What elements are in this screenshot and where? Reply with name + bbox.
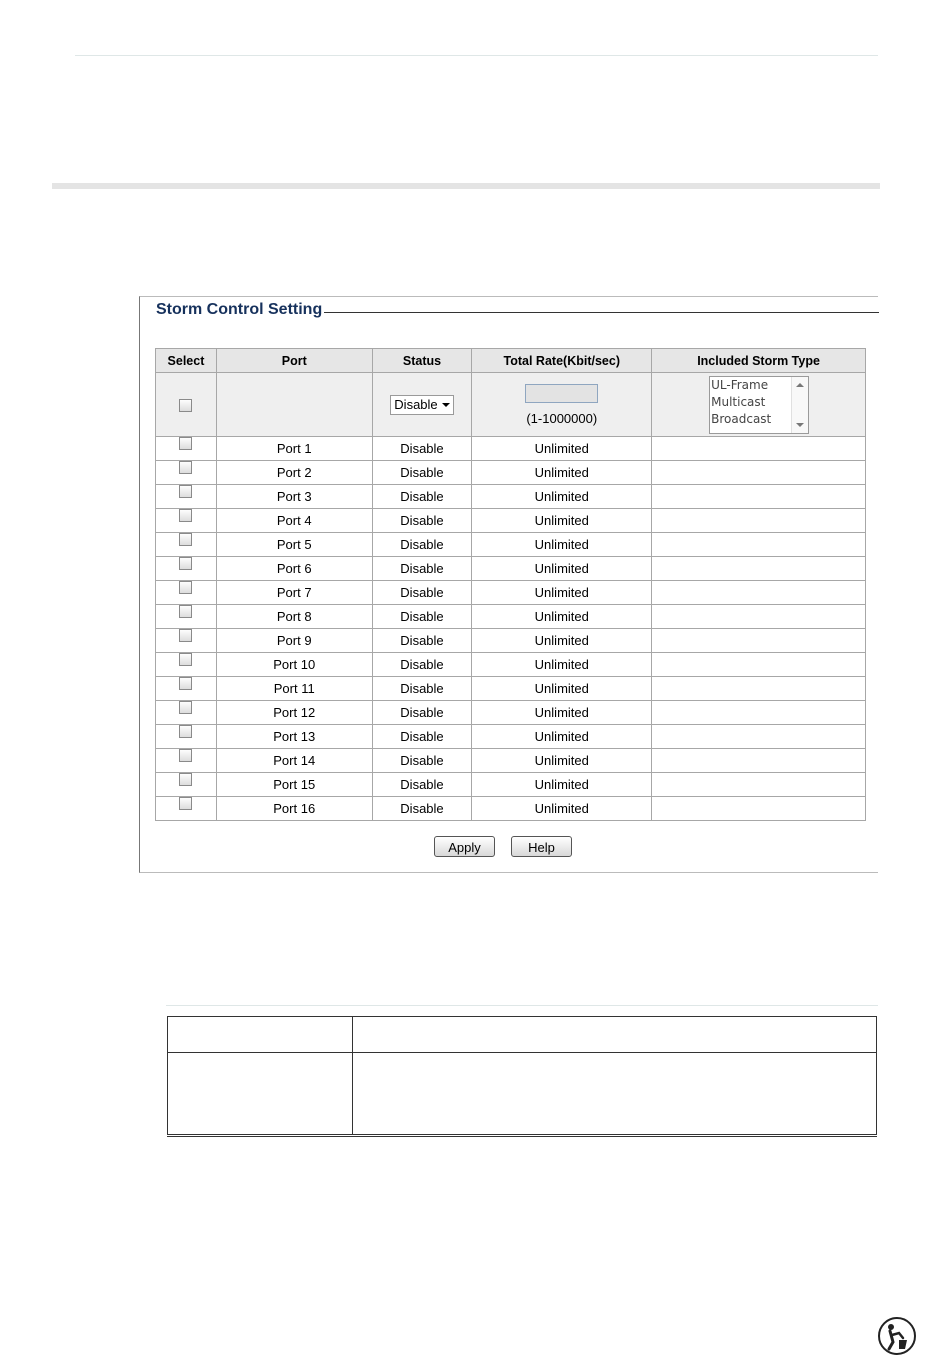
status-cell: Disable — [372, 773, 472, 797]
table-row — [156, 557, 866, 581]
header-port: Port — [216, 349, 372, 373]
table-row — [156, 749, 866, 773]
status-cell: Disable — [372, 581, 472, 605]
rate-cell: Unlimited — [472, 629, 652, 653]
table-row — [156, 533, 866, 557]
select-cell — [156, 461, 217, 485]
rate-cell: Unlimited — [472, 725, 652, 749]
storm-type-cell — [652, 653, 866, 677]
select-cell — [156, 485, 217, 509]
table-row — [156, 461, 866, 485]
select-cell — [156, 437, 217, 461]
port-cell: Port 15 — [216, 773, 372, 797]
port-checkbox[interactable] — [179, 581, 192, 594]
listbox-scrollbar[interactable] — [791, 377, 808, 433]
status-cell: Disable — [372, 485, 472, 509]
header-status: Status — [372, 349, 472, 373]
port-checkbox[interactable] — [179, 797, 192, 810]
rate-cell: Unlimited — [472, 749, 652, 773]
table-row — [156, 629, 866, 653]
status-cell: Disable — [372, 557, 472, 581]
status-select-value: Disable — [394, 396, 438, 412]
table-row — [168, 1053, 877, 1136]
rate-cell: Unlimited — [472, 581, 652, 605]
storm-type-cell — [652, 485, 866, 509]
port-checkbox[interactable] — [179, 437, 192, 450]
table-row — [156, 701, 866, 725]
select-cell — [156, 701, 217, 725]
storm-type-cell — [652, 461, 866, 485]
rate-cell: Unlimited — [472, 605, 652, 629]
rate-cell: Unlimited — [472, 677, 652, 701]
status-cell: Disable — [372, 461, 472, 485]
port-checkbox[interactable] — [179, 653, 192, 666]
edit-storm-cell — [652, 373, 866, 437]
status-cell: Disable — [372, 797, 472, 821]
scroll-down-icon[interactable] — [796, 423, 804, 427]
top-divider — [75, 55, 878, 56]
lower-divider — [166, 1005, 878, 1006]
table-header-row — [156, 349, 866, 373]
storm-type-cell — [652, 629, 866, 653]
table-row — [156, 605, 866, 629]
storm-control-panel — [139, 296, 878, 873]
status-cell: Disable — [372, 725, 472, 749]
table-row — [156, 509, 866, 533]
apply-button[interactable]: Apply — [434, 836, 495, 857]
select-cell — [156, 677, 217, 701]
chevron-down-icon — [442, 403, 450, 407]
port-cell: Port 12 — [216, 701, 372, 725]
table-cell — [168, 1017, 353, 1053]
description-table — [167, 1016, 877, 1137]
rate-cell: Unlimited — [472, 653, 652, 677]
port-cell: Port 13 — [216, 725, 372, 749]
port-cell: Port 6 — [216, 557, 372, 581]
rate-cell: Unlimited — [472, 773, 652, 797]
table-cell — [352, 1017, 876, 1053]
rate-cell: Unlimited — [472, 437, 652, 461]
storm-type-cell — [652, 677, 866, 701]
port-checkbox[interactable] — [179, 461, 192, 474]
port-checkbox[interactable] — [179, 533, 192, 546]
scroll-up-icon[interactable] — [796, 383, 804, 387]
storm-option-ul-frame[interactable]: UL-Frame — [711, 377, 769, 392]
storm-type-cell — [652, 557, 866, 581]
storm-type-cell — [652, 749, 866, 773]
table-row — [156, 797, 866, 821]
port-cell: Port 1 — [216, 437, 372, 461]
storm-type-cell — [652, 797, 866, 821]
table-row — [156, 725, 866, 749]
status-cell: Disable — [372, 605, 472, 629]
storm-type-listbox[interactable] — [709, 376, 809, 434]
status-cell: Disable — [372, 533, 472, 557]
storm-type-cell — [652, 533, 866, 557]
port-cell: Port 8 — [216, 605, 372, 629]
port-checkbox[interactable] — [179, 557, 192, 570]
storm-type-cell — [652, 701, 866, 725]
status-select[interactable] — [390, 395, 453, 415]
rate-cell: Unlimited — [472, 485, 652, 509]
port-checkbox[interactable] — [179, 677, 192, 690]
select-cell — [156, 533, 217, 557]
edit-status-cell — [372, 373, 472, 437]
header-rate: Total Rate(Kbit/sec) — [472, 349, 652, 373]
storm-type-cell — [652, 773, 866, 797]
table-row — [156, 581, 866, 605]
port-checkbox[interactable] — [179, 725, 192, 738]
storm-type-cell — [652, 509, 866, 533]
status-cell: Disable — [372, 749, 472, 773]
select-cell — [156, 773, 217, 797]
port-cell: Port 11 — [216, 677, 372, 701]
storm-type-cell — [652, 725, 866, 749]
select-cell — [156, 629, 217, 653]
select-cell — [156, 653, 217, 677]
rate-cell: Unlimited — [472, 701, 652, 725]
port-cell: Port 2 — [216, 461, 372, 485]
rate-cell: Unlimited — [472, 557, 652, 581]
port-cell: Port 3 — [216, 485, 372, 509]
select-cell — [156, 509, 217, 533]
port-cell: Port 14 — [216, 749, 372, 773]
status-cell: Disable — [372, 677, 472, 701]
table-row — [156, 677, 866, 701]
storm-control-table — [155, 348, 866, 821]
status-cell: Disable — [372, 701, 472, 725]
edit-rate-cell — [472, 373, 652, 437]
storm-type-cell — [652, 437, 866, 461]
select-cell — [156, 557, 217, 581]
rate-cell: Unlimited — [472, 461, 652, 485]
select-all-checkbox[interactable] — [179, 399, 192, 412]
header-select: Select — [156, 349, 217, 373]
select-cell — [156, 797, 217, 821]
select-cell — [156, 749, 217, 773]
select-cell — [156, 605, 217, 629]
help-button[interactable]: Help — [511, 836, 572, 857]
status-cell: Disable — [372, 629, 472, 653]
select-all-cell — [156, 373, 217, 437]
table-row — [156, 485, 866, 509]
section-divider — [52, 183, 880, 189]
rate-input[interactable] — [525, 384, 598, 403]
status-cell: Disable — [372, 653, 472, 677]
header-storm-type: Included Storm Type — [652, 349, 866, 373]
table-row — [156, 653, 866, 677]
table-cell — [168, 1053, 353, 1136]
table-cell — [352, 1053, 876, 1136]
storm-option-broadcast[interactable]: Broadcast — [711, 411, 772, 426]
storm-type-cell — [652, 581, 866, 605]
rate-range-hint: (1-1000000) — [526, 410, 598, 426]
rate-cell: Unlimited — [472, 797, 652, 821]
port-checkbox[interactable] — [179, 773, 192, 786]
storm-type-cell — [652, 605, 866, 629]
panel-title: Storm Control Setting — [156, 301, 323, 318]
port-cell: Port 7 — [216, 581, 372, 605]
port-checkbox[interactable] — [179, 509, 192, 522]
port-checkbox[interactable] — [179, 485, 192, 498]
edit-port-cell — [216, 373, 372, 437]
port-cell: Port 16 — [216, 797, 372, 821]
port-checkbox[interactable] — [179, 629, 192, 642]
select-cell — [156, 725, 217, 749]
port-checkbox[interactable] — [179, 605, 192, 618]
port-cell: Port 4 — [216, 509, 372, 533]
table-row — [156, 437, 866, 461]
rate-cell: Unlimited — [472, 509, 652, 533]
port-checkbox[interactable] — [179, 701, 192, 714]
select-cell — [156, 581, 217, 605]
edit-row — [156, 373, 866, 437]
port-cell: Port 10 — [216, 653, 372, 677]
table-row — [156, 773, 866, 797]
port-checkbox[interactable] — [179, 749, 192, 762]
storm-option-multicast[interactable]: Multicast — [711, 394, 766, 409]
recycle-person-icon — [877, 1316, 917, 1356]
status-cell: Disable — [372, 509, 472, 533]
status-cell: Disable — [372, 437, 472, 461]
port-cell: Port 9 — [216, 629, 372, 653]
rate-cell: Unlimited — [472, 533, 652, 557]
port-cell: Port 5 — [216, 533, 372, 557]
table-row — [168, 1017, 877, 1053]
